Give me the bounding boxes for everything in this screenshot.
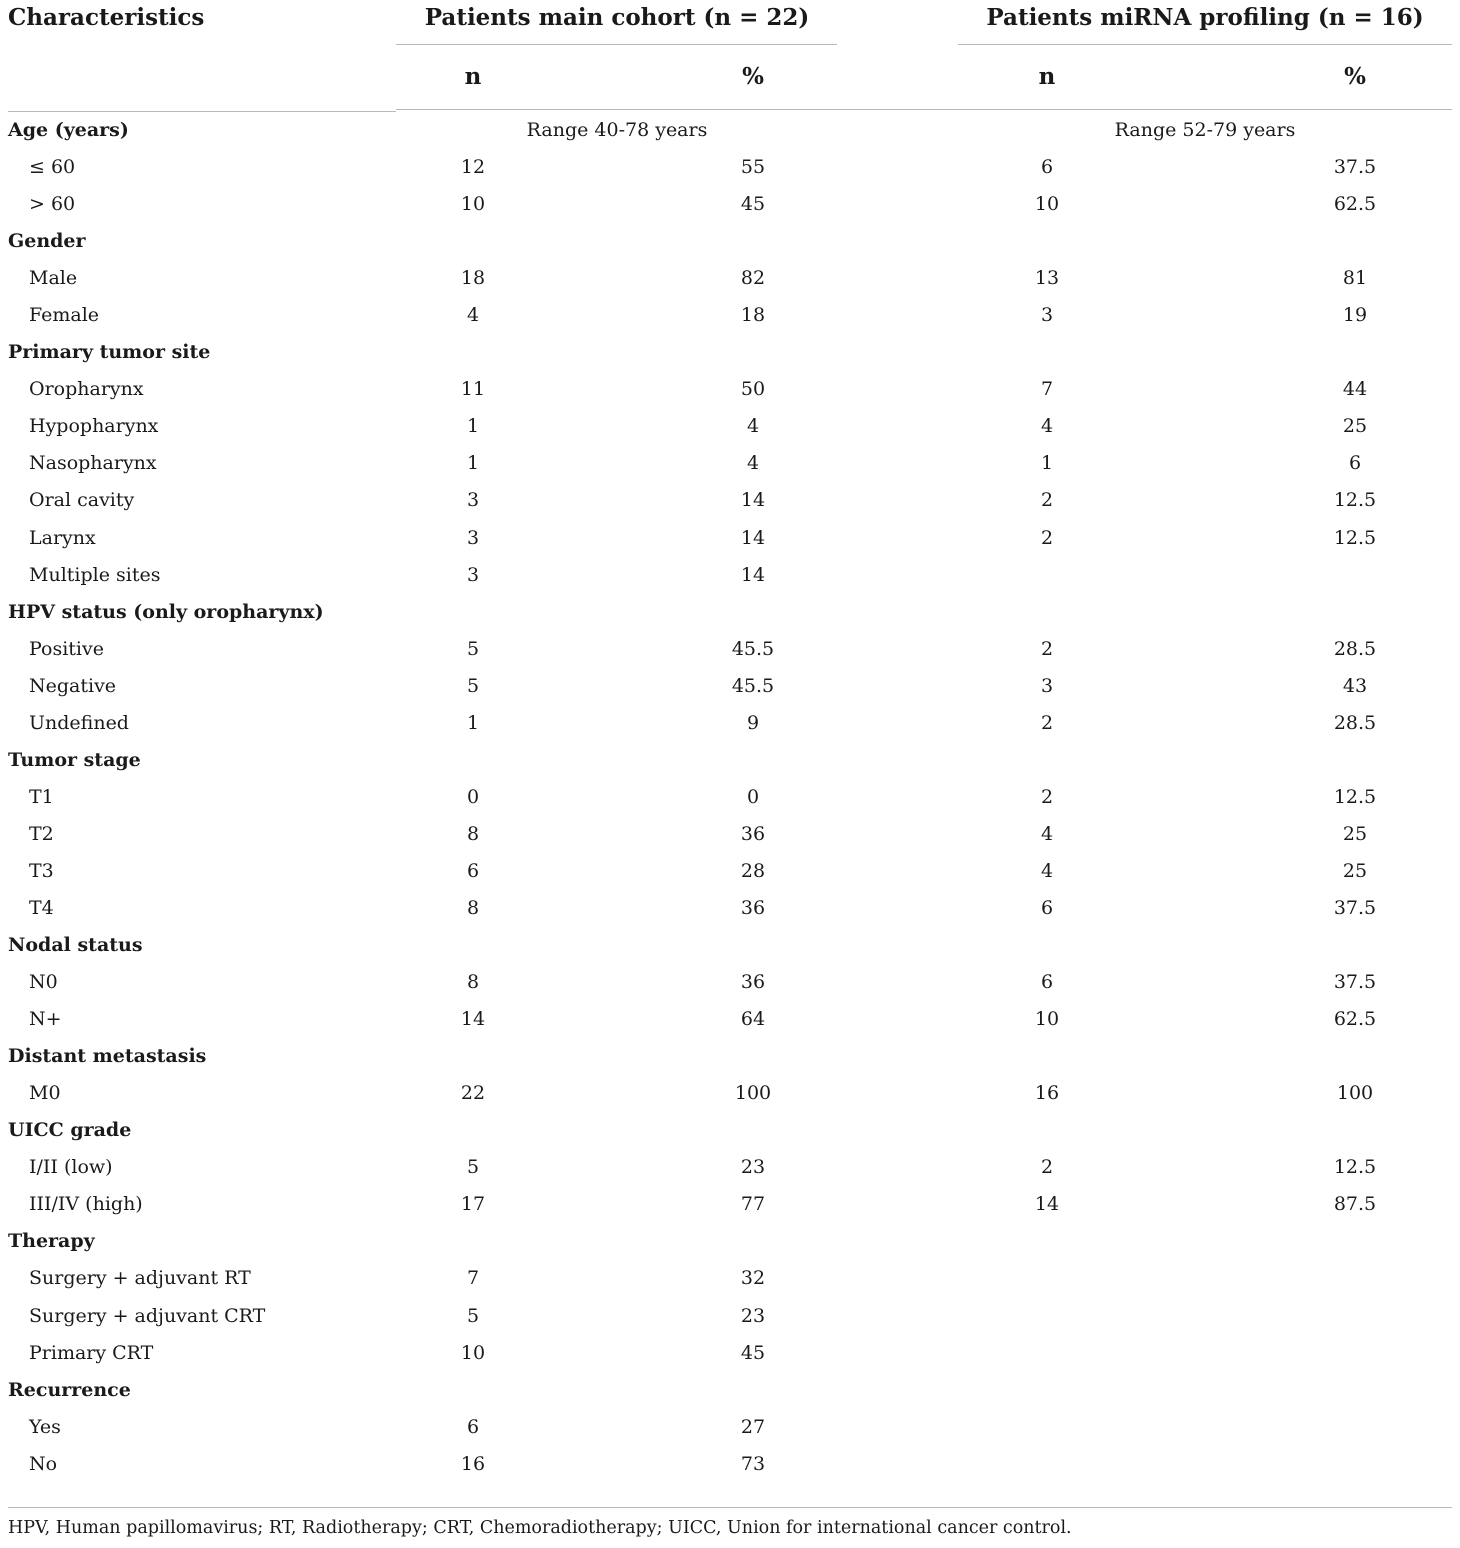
table-row bbox=[0, 1446, 1460, 1483]
table-row bbox=[0, 853, 1460, 890]
cell-pct-mirna: 12.5 bbox=[1333, 785, 1377, 808]
table-row bbox=[0, 408, 1460, 445]
cell-pct-main: 45.5 bbox=[731, 637, 775, 660]
cell-n-main: 18 bbox=[460, 267, 486, 290]
group-label: Age (years) bbox=[8, 119, 129, 141]
row-label: M0 bbox=[29, 1082, 61, 1105]
cell-pct-main: 4 bbox=[746, 452, 760, 475]
table-footnote: HPV, Human papillomavirus; RT, Radiotherapy; CRT, Chemoradiotherapy; UICC, Union for international cancer control. bbox=[8, 1518, 1072, 1538]
row-label: Nasopharynx bbox=[29, 452, 157, 475]
cell-n-main: 1 bbox=[466, 711, 480, 734]
cell-n-mirna: 13 bbox=[1034, 267, 1060, 290]
group-label: Therapy bbox=[8, 1230, 95, 1253]
cell-n-main: 0 bbox=[466, 785, 480, 808]
cell-pct-main: 4 bbox=[746, 415, 760, 438]
cell-pct-main: 23 bbox=[740, 1304, 766, 1327]
cell-pct-main: 36 bbox=[740, 971, 766, 994]
table-body bbox=[0, 112, 1460, 1483]
cell-pct-main: 36 bbox=[740, 896, 766, 919]
cell-n-main: 8 bbox=[466, 822, 480, 845]
cell-n-mirna: 4 bbox=[1040, 822, 1054, 845]
table-row bbox=[0, 260, 1460, 297]
group-label: Tumor stage bbox=[8, 748, 141, 771]
table-row bbox=[0, 705, 1460, 742]
cell-pct-mirna: 81 bbox=[1342, 267, 1368, 290]
table-row bbox=[0, 1186, 1460, 1223]
header-main-cohort: Patients main cohort (n = 22) bbox=[424, 4, 810, 31]
cell-pct-mirna: 62.5 bbox=[1333, 193, 1377, 216]
table-group-row bbox=[0, 1372, 1460, 1409]
cell-n-main: 6 bbox=[466, 1415, 480, 1438]
cell-n-mirna: 3 bbox=[1040, 674, 1054, 697]
cell-n-mirna: 2 bbox=[1040, 526, 1054, 549]
table-row bbox=[0, 668, 1460, 705]
cell-pct-main: 45 bbox=[740, 193, 766, 216]
cell-pct-main: 36 bbox=[740, 822, 766, 845]
cell-n-main: 5 bbox=[466, 674, 480, 697]
row-label: > 60 bbox=[29, 193, 76, 216]
cell-pct-mirna: 25 bbox=[1342, 415, 1368, 438]
header-mirna-profiling: Patients miRNA profiling (n = 16) bbox=[986, 4, 1424, 31]
cell-n-main: 12 bbox=[460, 156, 486, 179]
row-label: Hypopharynx bbox=[29, 415, 159, 438]
row-label: ≤ 60 bbox=[29, 156, 76, 179]
cell-n-mirna: 6 bbox=[1040, 156, 1054, 179]
row-label: T4 bbox=[29, 896, 54, 919]
row-label: Primary CRT bbox=[29, 1341, 154, 1364]
header-n-main: n bbox=[464, 63, 482, 90]
table-group-row bbox=[0, 1112, 1460, 1149]
cell-n-mirna: 4 bbox=[1040, 859, 1054, 882]
cell-n-main: 17 bbox=[460, 1193, 486, 1216]
cell-n-mirna: 2 bbox=[1040, 711, 1054, 734]
group-label: UICC grade bbox=[8, 1119, 132, 1142]
row-label: T3 bbox=[29, 859, 54, 882]
row-label: Yes bbox=[29, 1415, 61, 1438]
row-label: Male bbox=[29, 267, 78, 290]
group-label: Primary tumor site bbox=[8, 341, 211, 364]
table-group-row bbox=[0, 1038, 1460, 1075]
cell-n-mirna: 14 bbox=[1034, 1193, 1060, 1216]
row-label: Oral cavity bbox=[29, 489, 135, 512]
cell-n-main: 8 bbox=[466, 896, 480, 919]
cell-n-main: 10 bbox=[460, 193, 486, 216]
cell-pct-mirna: 6 bbox=[1348, 452, 1362, 475]
table-group-row bbox=[0, 742, 1460, 779]
cell-n-main: 11 bbox=[460, 378, 486, 401]
cell-pct-main: 28 bbox=[740, 859, 766, 882]
cell-pct-main: 14 bbox=[740, 563, 766, 586]
cell-n-main: 3 bbox=[466, 563, 480, 586]
cell-n-mirna: 6 bbox=[1040, 896, 1054, 919]
cell-pct-mirna: 12.5 bbox=[1333, 526, 1377, 549]
table-row bbox=[0, 1409, 1460, 1446]
cell-n-mirna: 10 bbox=[1034, 193, 1060, 216]
table-row bbox=[0, 1298, 1460, 1335]
cell-n-mirna: 2 bbox=[1040, 785, 1054, 808]
cell-pct-mirna: 19 bbox=[1342, 304, 1368, 327]
cell-n-main: 5 bbox=[466, 1304, 480, 1327]
cell-pct-mirna: 12.5 bbox=[1333, 1156, 1377, 1179]
group-label: Distant metastasis bbox=[8, 1045, 207, 1068]
cell-n-main: 3 bbox=[466, 489, 480, 512]
cell-pct-main: 32 bbox=[740, 1267, 766, 1290]
cell-pct-main: 82 bbox=[740, 267, 766, 290]
cell-pct-main: 55 bbox=[740, 156, 766, 179]
header-n-mirna: n bbox=[1038, 63, 1056, 90]
cell-n-main: 5 bbox=[466, 1156, 480, 1179]
cell-pct-main: 45.5 bbox=[731, 674, 775, 697]
range-mirna-profiling: Range 52-79 years bbox=[1114, 119, 1296, 141]
cell-pct-main: 73 bbox=[740, 1452, 766, 1475]
cell-pct-mirna: 28.5 bbox=[1333, 637, 1377, 660]
cell-pct-main: 14 bbox=[740, 489, 766, 512]
header-rule-right bbox=[396, 109, 1452, 110]
table-row bbox=[0, 631, 1460, 668]
cell-pct-mirna: 44 bbox=[1342, 378, 1368, 401]
cell-n-mirna: 2 bbox=[1040, 489, 1054, 512]
cell-pct-main: 0 bbox=[746, 785, 760, 808]
row-label: No bbox=[29, 1452, 58, 1475]
row-label: Multiple sites bbox=[29, 563, 161, 586]
header-rule-mirna bbox=[958, 44, 1452, 45]
cell-pct-main: 77 bbox=[740, 1193, 766, 1216]
row-label: Larynx bbox=[29, 526, 96, 549]
cell-n-main: 5 bbox=[466, 637, 480, 660]
cell-n-mirna: 10 bbox=[1034, 1008, 1060, 1031]
cell-n-main: 16 bbox=[460, 1452, 486, 1475]
table-row bbox=[0, 1075, 1460, 1112]
row-label: Oropharynx bbox=[29, 378, 144, 401]
table-row bbox=[0, 557, 1460, 594]
table-row bbox=[0, 1001, 1460, 1038]
header-characteristics: Characteristics bbox=[8, 4, 205, 31]
row-label: Positive bbox=[29, 637, 104, 660]
range-main-cohort: Range 40-78 years bbox=[526, 119, 708, 141]
cell-pct-mirna: 43 bbox=[1342, 674, 1368, 697]
table-row bbox=[0, 1335, 1460, 1372]
cell-pct-mirna: 100 bbox=[1336, 1082, 1374, 1105]
cell-n-mirna: 3 bbox=[1040, 304, 1054, 327]
cell-n-main: 10 bbox=[460, 1341, 486, 1364]
cell-n-main: 1 bbox=[466, 452, 480, 475]
table-row bbox=[0, 297, 1460, 334]
cell-n-mirna: 2 bbox=[1040, 637, 1054, 660]
cell-pct-mirna: 12.5 bbox=[1333, 489, 1377, 512]
cell-pct-mirna: 87.5 bbox=[1333, 1193, 1377, 1216]
table-row bbox=[0, 482, 1460, 519]
table-row bbox=[0, 964, 1460, 1001]
group-label: HPV status (only oropharynx) bbox=[8, 600, 324, 623]
table-row bbox=[0, 371, 1460, 408]
cell-pct-main: 23 bbox=[740, 1156, 766, 1179]
group-label: Gender bbox=[8, 230, 86, 253]
cell-n-main: 3 bbox=[466, 526, 480, 549]
row-label: N0 bbox=[29, 971, 58, 994]
cell-pct-mirna: 37.5 bbox=[1333, 971, 1377, 994]
table-group-row bbox=[0, 334, 1460, 371]
cell-pct-mirna: 37.5 bbox=[1333, 156, 1377, 179]
row-label: Negative bbox=[29, 674, 117, 697]
table-row bbox=[0, 149, 1460, 186]
header-rule-main-cohort bbox=[396, 44, 837, 45]
group-label: Recurrence bbox=[8, 1378, 131, 1401]
row-label: Female bbox=[29, 304, 100, 327]
table-row bbox=[0, 520, 1460, 557]
table-group-row bbox=[0, 1223, 1460, 1260]
table-row bbox=[0, 816, 1460, 853]
table-row bbox=[0, 1260, 1460, 1297]
header-pct-mirna: % bbox=[1344, 63, 1366, 90]
cell-n-mirna: 6 bbox=[1040, 971, 1054, 994]
cell-n-mirna: 4 bbox=[1040, 415, 1054, 438]
row-label: III/IV (high) bbox=[29, 1193, 143, 1216]
cell-pct-mirna: 25 bbox=[1342, 822, 1368, 845]
cell-pct-main: 27 bbox=[740, 1415, 766, 1438]
group-label: Nodal status bbox=[8, 934, 143, 957]
table-header bbox=[0, 0, 1460, 112]
cell-n-main: 6 bbox=[466, 859, 480, 882]
cell-n-mirna: 2 bbox=[1040, 1156, 1054, 1179]
row-label: Undefined bbox=[29, 711, 129, 734]
table-row bbox=[0, 186, 1460, 223]
cell-n-main: 4 bbox=[466, 304, 480, 327]
cell-pct-mirna: 25 bbox=[1342, 859, 1368, 882]
cell-n-mirna: 7 bbox=[1040, 378, 1054, 401]
cell-pct-mirna: 28.5 bbox=[1333, 711, 1377, 734]
table-row bbox=[0, 445, 1460, 482]
cell-pct-mirna: 37.5 bbox=[1333, 896, 1377, 919]
table-row bbox=[0, 890, 1460, 927]
table-bottom-rule bbox=[8, 1507, 1452, 1508]
row-label: I/II (low) bbox=[29, 1156, 113, 1179]
row-label: Surgery + adjuvant RT bbox=[29, 1267, 251, 1290]
cell-n-main: 14 bbox=[460, 1008, 486, 1031]
table-row bbox=[0, 779, 1460, 816]
table-group-row bbox=[0, 112, 1460, 149]
cell-n-main: 1 bbox=[466, 415, 480, 438]
table-group-row bbox=[0, 927, 1460, 964]
cell-n-main: 7 bbox=[466, 1267, 480, 1290]
row-label: Surgery + adjuvant CRT bbox=[29, 1304, 266, 1327]
cell-pct-main: 64 bbox=[740, 1008, 766, 1031]
cell-pct-main: 14 bbox=[740, 526, 766, 549]
row-label: T1 bbox=[29, 785, 54, 808]
cell-pct-mirna: 62.5 bbox=[1333, 1008, 1377, 1031]
cell-pct-main: 50 bbox=[740, 378, 766, 401]
cell-pct-main: 45 bbox=[740, 1341, 766, 1364]
table-row bbox=[0, 1149, 1460, 1186]
row-label: N+ bbox=[29, 1008, 62, 1031]
table-group-row bbox=[0, 223, 1460, 260]
cell-n-mirna: 1 bbox=[1040, 452, 1054, 475]
cell-pct-main: 9 bbox=[746, 711, 760, 734]
header-pct-main: % bbox=[742, 63, 764, 90]
cell-pct-main: 100 bbox=[734, 1082, 772, 1105]
row-label: T2 bbox=[29, 822, 54, 845]
cell-n-main: 22 bbox=[460, 1082, 486, 1105]
cell-n-main: 8 bbox=[466, 971, 480, 994]
cell-pct-main: 18 bbox=[740, 304, 766, 327]
table-group-row bbox=[0, 594, 1460, 631]
cell-n-mirna: 16 bbox=[1034, 1082, 1060, 1105]
